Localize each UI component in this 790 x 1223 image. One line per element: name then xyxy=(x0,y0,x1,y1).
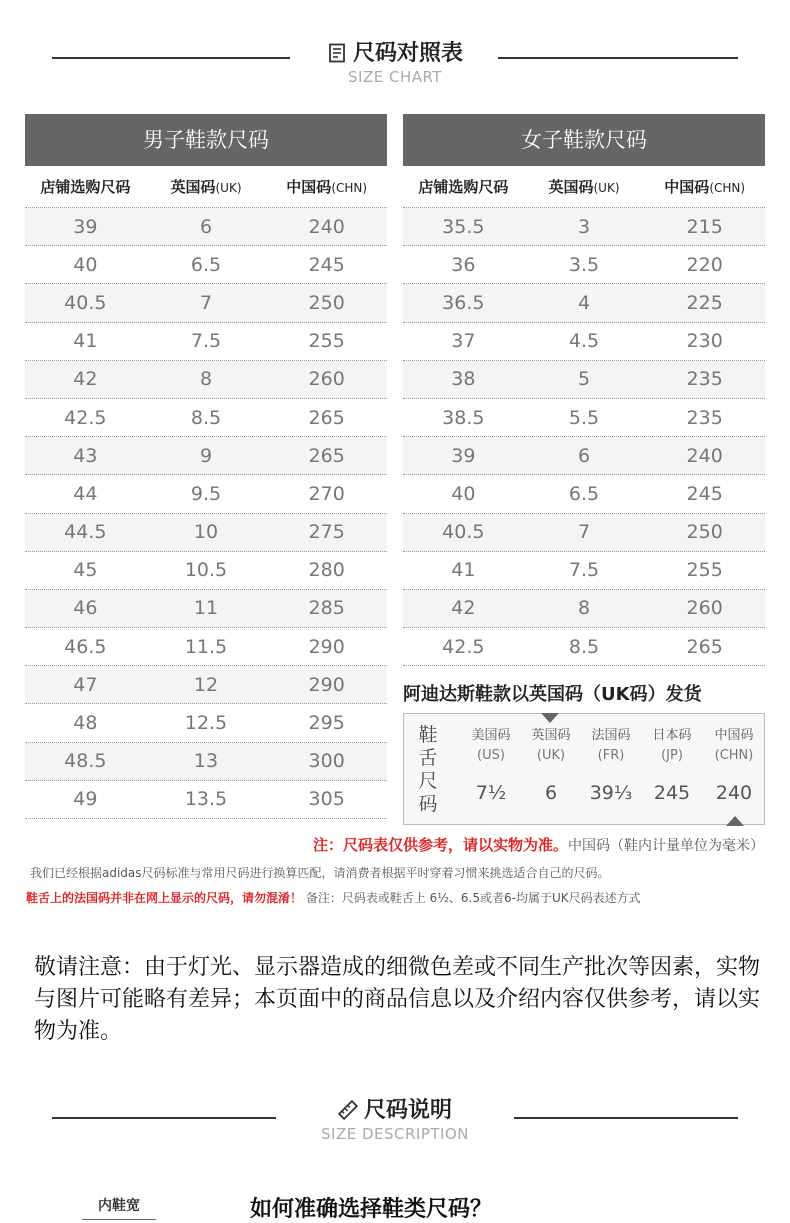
table-cell: 10.5 xyxy=(184,559,228,582)
tongue-column xyxy=(461,726,521,804)
table-row xyxy=(403,208,765,246)
table-cell: 250 xyxy=(686,521,723,544)
tongue-note-red: 鞋舌上的法国码并非在网上显示的尺码，请勿混淆！ xyxy=(26,891,303,905)
men-col-header-name: 中国码 xyxy=(286,178,332,196)
table-cell: 48.5 xyxy=(64,750,107,773)
table-cell: 8 xyxy=(199,368,213,391)
table-cell: 12 xyxy=(193,673,219,696)
table-cell: 11 xyxy=(193,597,219,620)
table-row xyxy=(403,284,765,322)
table-cell: 215 xyxy=(686,215,723,238)
table-cell: 9.5 xyxy=(190,482,222,505)
women-col-header-unit: (UK) xyxy=(593,181,620,195)
conversion-note: 我们已经根据adidas尺码标准与常用尺码进行换算匹配，请消费者根据平时穿着习惯来挑选适合自己的尺码。 xyxy=(30,866,610,880)
tongue-column-name: 英国码 xyxy=(531,728,571,743)
size-note-gray: 中国码（鞋内计量单位为毫米） xyxy=(568,838,764,854)
how-to-choose-title: 如何准确选择鞋类尺码？ xyxy=(250,1197,493,1222)
table-row xyxy=(25,704,387,742)
uk-shipping-title: 阿迪达斯鞋款以英国码（UK码）发货 xyxy=(403,684,702,705)
table-cell: 265 xyxy=(686,635,723,658)
table-cell: 40 xyxy=(73,253,98,276)
tongue-column-unit: (UK) xyxy=(536,748,566,763)
table-row xyxy=(25,361,387,399)
table-cell: 230 xyxy=(686,330,723,353)
table-cell: 13.5 xyxy=(184,788,228,811)
tongue-note xyxy=(26,889,641,906)
table-cell: 245 xyxy=(308,253,345,276)
pointer-down-icon xyxy=(541,713,559,723)
table-cell: 220 xyxy=(686,253,723,276)
women-table-header xyxy=(403,166,765,208)
table-cell: 41 xyxy=(73,330,98,353)
table-cell: 8 xyxy=(577,597,591,620)
ruler-icon xyxy=(338,1100,358,1120)
table-cell: 245 xyxy=(686,482,723,505)
tongue-note-gray: 备注：尺码表或鞋舌上 6½、6.5或者6-均属于UK尺码表述方式 xyxy=(305,891,641,905)
table-cell: 39 xyxy=(73,215,98,238)
table-cell: 40 xyxy=(451,482,476,505)
table-cell: 12.5 xyxy=(184,712,228,735)
tongue-column xyxy=(642,726,702,804)
table-row xyxy=(25,475,387,513)
table-cell: 37 xyxy=(451,330,476,353)
table-cell: 38 xyxy=(451,368,476,391)
table-cell: 8.5 xyxy=(568,635,600,658)
table-cell: 235 xyxy=(686,406,723,429)
tongue-column-value: 245 xyxy=(653,782,691,804)
tongue-column-name: 法国码 xyxy=(591,728,631,743)
table-cell: 255 xyxy=(686,559,723,582)
table-row xyxy=(403,437,765,475)
table-cell: 4 xyxy=(577,291,591,314)
table-cell: 6.5 xyxy=(190,253,222,276)
tongue-column xyxy=(521,726,581,804)
table-cell: 8.5 xyxy=(190,406,222,429)
tongue-column-value: 39⅓ xyxy=(589,782,633,804)
tongue-column xyxy=(581,726,641,804)
women-col-header-name: 店铺选购尺码 xyxy=(418,178,509,196)
table-cell: 40.5 xyxy=(442,521,485,544)
women-col-header xyxy=(644,176,765,197)
table-cell: 225 xyxy=(686,291,723,314)
table-cell: 5 xyxy=(577,368,591,391)
document-icon xyxy=(327,43,347,63)
table-row xyxy=(403,590,765,628)
size-note-red: 注：尺码表仅供参考，请以实物为准。 xyxy=(312,836,568,854)
table-cell: 250 xyxy=(308,291,345,314)
table-row xyxy=(403,399,765,437)
table-cell: 13 xyxy=(193,750,219,773)
size-description-header xyxy=(0,1097,790,1143)
table-cell: 36.5 xyxy=(442,291,485,314)
inner-width-label: 内鞋宽 xyxy=(82,1195,156,1220)
color-difference-notice: 敬请注意：由于灯光、显示器造成的细微色差或不同生产批次等因素，实物与图片可能略有差异；本页面中的商品信息以及介绍内容仅供参考，请以实物为准。 xyxy=(34,955,761,1044)
table-row xyxy=(25,246,387,284)
table-row xyxy=(25,437,387,475)
table-row xyxy=(25,399,387,437)
table-cell: 38.5 xyxy=(442,406,485,429)
table-row xyxy=(25,323,387,361)
table-cell: 11.5 xyxy=(184,635,228,658)
women-table-title: 女子鞋款尺码 xyxy=(403,114,765,166)
table-row xyxy=(25,590,387,628)
table-cell: 7.5 xyxy=(190,330,222,353)
table-cell: 36 xyxy=(451,253,476,276)
table-cell: 300 xyxy=(308,750,345,773)
men-table-header xyxy=(25,166,387,208)
table-cell: 275 xyxy=(308,521,345,544)
table-cell: 42.5 xyxy=(442,635,485,658)
table-row xyxy=(25,208,387,246)
table-row xyxy=(25,552,387,590)
tongue-column-unit: (CHN) xyxy=(714,748,754,763)
tongue-column-name: 中国码 xyxy=(714,728,754,743)
table-cell: 265 xyxy=(308,444,345,467)
tongue-column-value: 240 xyxy=(715,782,753,804)
table-cell: 47 xyxy=(73,673,98,696)
table-row xyxy=(25,743,387,781)
tongue-column-value: 6 xyxy=(544,782,558,804)
table-cell: 35.5 xyxy=(442,215,485,238)
tongue-column-unit: (FR) xyxy=(597,748,625,763)
table-cell: 42 xyxy=(73,368,98,391)
table-row xyxy=(25,781,387,819)
table-cell: 44 xyxy=(73,482,98,505)
table-cell: 260 xyxy=(308,368,345,391)
table-row xyxy=(25,666,387,704)
table-cell: 7 xyxy=(199,291,213,314)
table-cell: 43 xyxy=(73,444,98,467)
table-cell: 305 xyxy=(308,788,345,811)
table-cell: 280 xyxy=(308,559,345,582)
women-col-header-name: 中国码 xyxy=(664,178,710,196)
size-chart-header xyxy=(0,40,790,86)
table-cell: 3 xyxy=(577,215,591,238)
men-col-header xyxy=(266,176,387,197)
women-col-header xyxy=(403,176,524,197)
table-cell: 285 xyxy=(308,597,345,620)
table-row xyxy=(25,514,387,552)
size-description-subtitle: SIZE DESCRIPTION xyxy=(321,1125,469,1143)
table-cell: 295 xyxy=(308,712,345,735)
size-note xyxy=(313,834,764,855)
size-chart-subtitle: SIZE CHART xyxy=(348,68,442,86)
table-cell: 6 xyxy=(199,215,213,238)
size-chart-title: 尺码对照表 xyxy=(352,41,463,66)
table-cell: 46 xyxy=(73,597,98,620)
pointer-up-icon xyxy=(726,816,744,826)
table-cell: 265 xyxy=(308,406,345,429)
table-cell: 10 xyxy=(193,521,219,544)
men-col-header-unit: (UK) xyxy=(215,181,242,195)
tongue-column xyxy=(704,726,764,804)
table-cell: 44.5 xyxy=(64,521,107,544)
table-row xyxy=(25,284,387,322)
tongue-column-name: 美国码 xyxy=(471,728,511,743)
table-cell: 7 xyxy=(577,521,591,544)
table-cell: 40.5 xyxy=(64,291,107,314)
men-col-header-unit: (CHN) xyxy=(331,181,368,195)
table-row xyxy=(403,246,765,284)
table-cell: 39 xyxy=(451,444,476,467)
women-col-header xyxy=(524,176,645,197)
tongue-column-value: 7½ xyxy=(475,782,507,804)
women-size-table xyxy=(403,114,765,666)
table-cell: 42.5 xyxy=(64,406,107,429)
table-cell: 42 xyxy=(451,597,476,620)
table-row xyxy=(403,514,765,552)
table-cell: 9 xyxy=(199,444,213,467)
tongue-column-unit: (JP) xyxy=(661,748,683,763)
men-col-header-name: 店铺选购尺码 xyxy=(40,178,131,196)
table-cell: 290 xyxy=(308,673,345,696)
men-col-header xyxy=(25,176,146,197)
tongue-label-text: 鞋舌尺码 xyxy=(418,724,438,815)
table-cell: 235 xyxy=(686,368,723,391)
table-cell: 6 xyxy=(577,444,591,467)
table-cell: 48 xyxy=(73,712,98,735)
table-row xyxy=(403,552,765,590)
table-cell: 7.5 xyxy=(568,559,600,582)
table-row xyxy=(403,628,765,666)
women-table-body xyxy=(403,208,765,666)
table-cell: 240 xyxy=(686,444,723,467)
men-col-header xyxy=(146,176,267,197)
men-col-header-name: 英国码 xyxy=(170,178,216,196)
men-size-table xyxy=(25,114,387,819)
table-cell: 3.5 xyxy=(568,253,600,276)
men-table-title: 男子鞋款尺码 xyxy=(25,114,387,166)
table-cell: 45 xyxy=(73,559,98,582)
table-row xyxy=(403,361,765,399)
table-cell: 46.5 xyxy=(64,635,107,658)
women-col-header-name: 英国码 xyxy=(548,178,594,196)
tongue-column-unit: (US) xyxy=(477,748,505,763)
table-cell: 49 xyxy=(73,788,98,811)
tongue-column-name: 日本码 xyxy=(652,728,692,743)
size-description-title: 尺码说明 xyxy=(363,1098,452,1123)
table-cell: 41 xyxy=(451,559,476,582)
tongue-label-chart xyxy=(403,713,765,825)
table-row xyxy=(25,628,387,666)
table-cell: 5.5 xyxy=(568,406,600,429)
table-cell: 6.5 xyxy=(568,482,600,505)
table-cell: 260 xyxy=(686,597,723,620)
table-cell: 290 xyxy=(308,635,345,658)
table-cell: 240 xyxy=(308,215,345,238)
men-table-body xyxy=(25,208,387,819)
women-col-header-unit: (CHN) xyxy=(709,181,746,195)
table-cell: 255 xyxy=(308,330,345,353)
table-cell: 4.5 xyxy=(568,330,600,353)
table-row xyxy=(403,475,765,513)
table-cell: 270 xyxy=(308,482,345,505)
table-row xyxy=(403,323,765,361)
